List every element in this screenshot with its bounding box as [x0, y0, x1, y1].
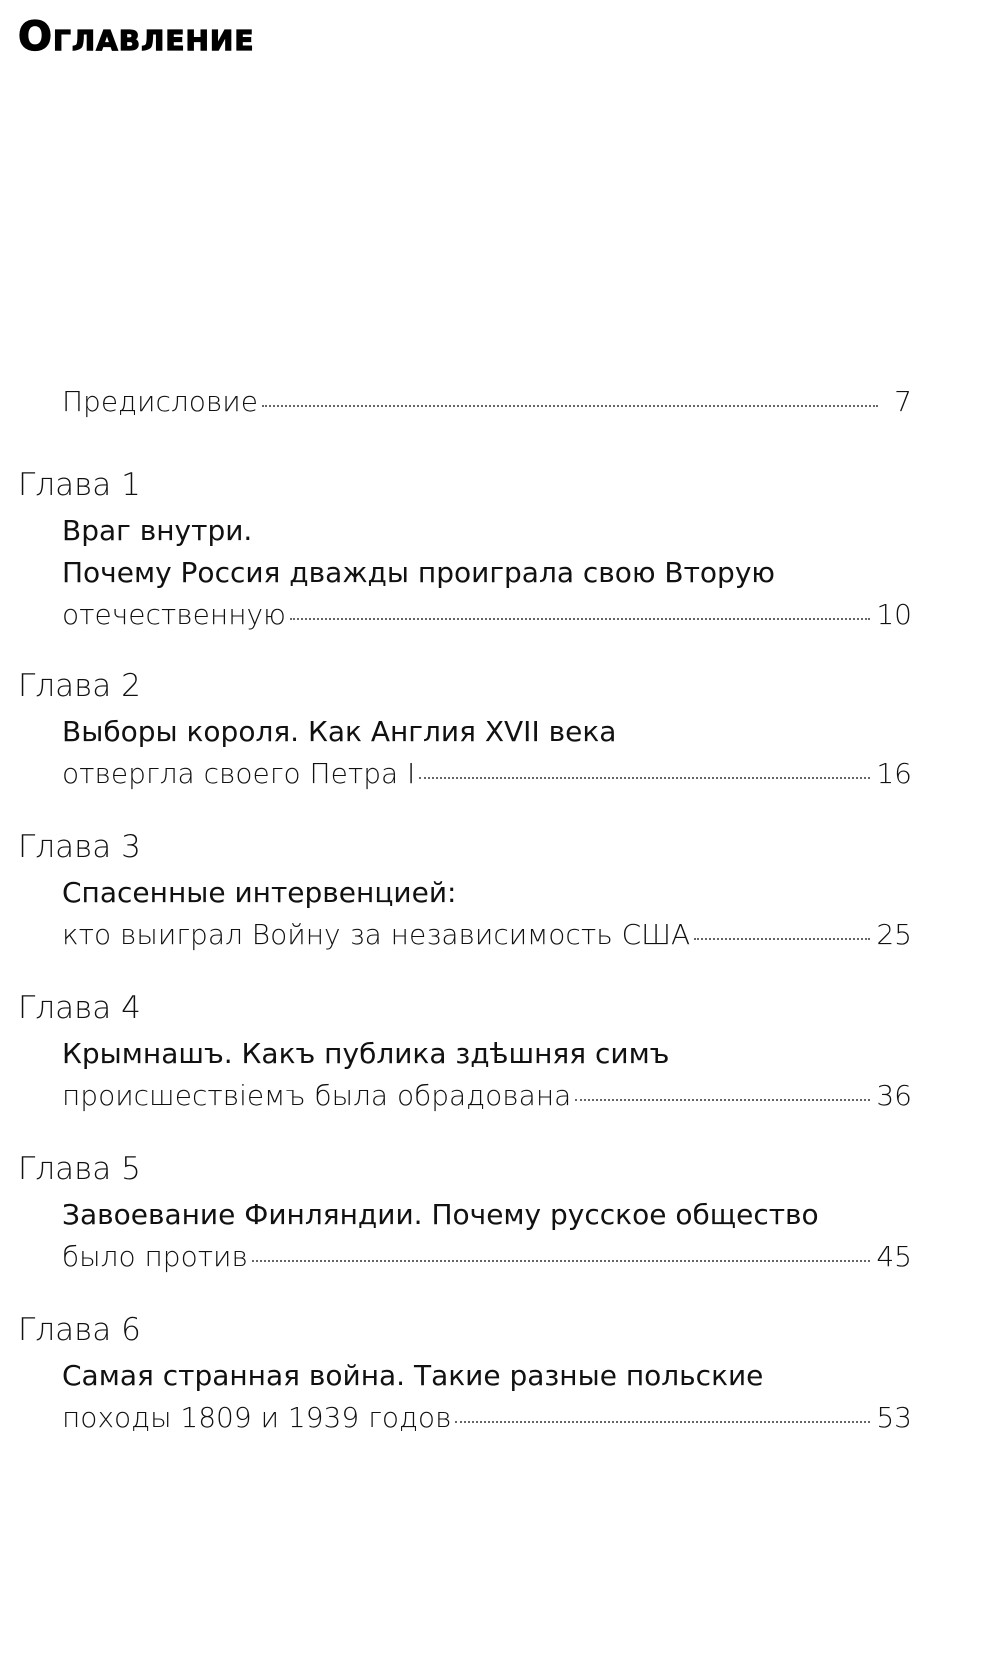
- page-number: 45: [876, 1240, 912, 1273]
- chapter-heading: Глава 6: [18, 1312, 141, 1348]
- chapter-title-line: Почему Россия дважды проиграла свою Вторую: [62, 556, 775, 589]
- toc-entry-line: [62, 381, 912, 423]
- chapter-heading: Глава 1: [18, 467, 141, 503]
- toc-entry-line: [62, 594, 912, 636]
- chapter-heading: Глава 5: [18, 1151, 141, 1187]
- chapter-title-line: Выборы короля. Как Англия XVII века: [62, 715, 617, 748]
- chapter-title-line: походы 1809 и 1939 годов: [62, 1401, 452, 1434]
- dot-leader: [419, 777, 870, 779]
- chapter-heading: Глава 3: [18, 829, 141, 865]
- chapter-title-line: Завоевание Финляндии. Почему русское общество: [62, 1198, 819, 1231]
- toc-entry-line: [62, 1397, 912, 1439]
- page-number: 25: [876, 918, 912, 951]
- page-number: 7: [894, 385, 912, 418]
- chapter-title-line: происшествiемъ была обрадована: [62, 1079, 572, 1112]
- dot-leader: [575, 1099, 870, 1101]
- chapter-title-line: Крымнашъ. Какъ публика здѣшняя симъ: [62, 1037, 670, 1070]
- page-number: 10: [876, 598, 912, 631]
- dot-leader: [455, 1421, 870, 1423]
- chapter-title-line: Враг внутри.: [62, 514, 253, 547]
- chapter-title-line: отечественную: [62, 598, 286, 631]
- chapter-title-line: кто выиграл Войну за независимость США: [62, 918, 691, 951]
- toc-chapter-3[interactable]: [0, 824, 1000, 956]
- toc-chapter-5[interactable]: [0, 1146, 1000, 1278]
- toc-chapter-4[interactable]: [0, 985, 1000, 1117]
- chapter-title-line: было против: [62, 1240, 248, 1273]
- dot-leader: [694, 938, 870, 940]
- toc-entry-line: [62, 753, 912, 795]
- chapter-title-line: Спасенные интервенцией:: [62, 876, 457, 909]
- toc-chapter-2[interactable]: [0, 663, 1000, 795]
- dot-leader: [262, 405, 878, 407]
- toc-chapter-1[interactable]: [0, 462, 1000, 636]
- dot-leader: [290, 618, 871, 620]
- page-number: 53: [876, 1401, 912, 1434]
- page-title: Оглавление: [18, 14, 255, 60]
- toc-entry-title: Предисловие: [62, 385, 258, 418]
- toc-entry-line: [62, 1075, 912, 1117]
- chapter-heading: Глава 2: [18, 668, 141, 704]
- toc-entry-line: [62, 1236, 912, 1278]
- chapter-title-line: Самая странная война. Такие разные польские: [62, 1359, 764, 1392]
- toc-entry-preface[interactable]: [0, 381, 912, 423]
- toc-chapter-6[interactable]: [0, 1307, 1000, 1439]
- page-number: 16: [876, 757, 912, 790]
- page-number: 36: [876, 1079, 912, 1112]
- chapter-title-line: отвергла своего Петра I: [62, 757, 416, 790]
- dot-leader: [252, 1260, 870, 1262]
- chapter-heading: Глава 4: [18, 990, 141, 1026]
- toc-entry-line: [62, 914, 912, 956]
